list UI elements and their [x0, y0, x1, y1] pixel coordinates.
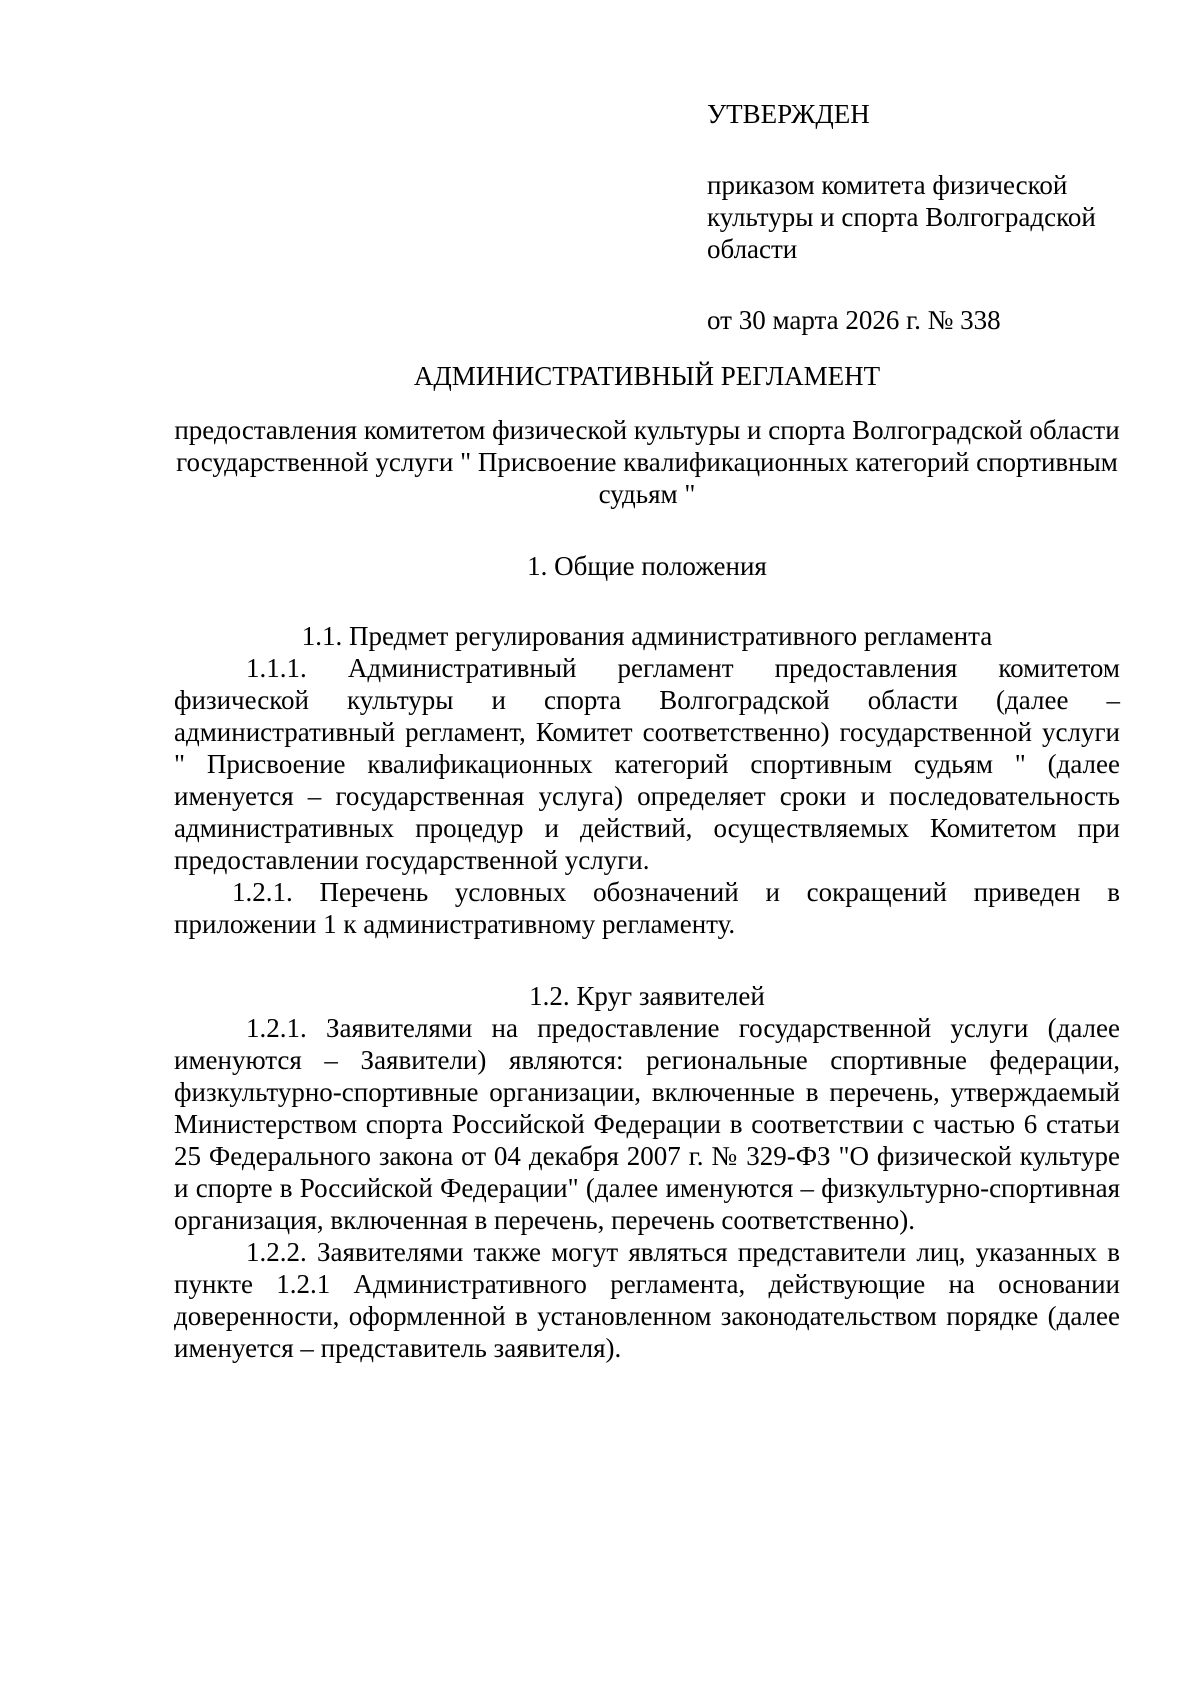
subsection-heading-1-2: 1.2. Круг заявителей: [529, 981, 765, 1011]
approval-heading: УТВЕРЖДЕН: [707, 99, 870, 129]
paragraph-1-1-1: 1.1.1. Административный регламент предоставления комитетом физической культуры и спорта Волгоградской области (далее – административный регламент, Комитет соответственно) государственной услуги " Присвоение квалификационных категорий спортивным судьям " (далее именуется – государственная услуга) определяет сроки и последовательность административных процедур и действий, осуществляемых Комитетом при предоставлении государственной услуги.: [174, 653, 1120, 875]
document-subtitle: предоставления комитетом физической культуры и спорта Волгоградской области государственной услуги " Присвоение квалификационных категорий спортивным судьям ": [174, 415, 1120, 509]
approval-block: [707, 98, 1147, 336]
approval-issued-by: приказом комитета физической культуры и спорта Волгоградской области: [707, 170, 1096, 264]
approval-date-line: от 30 марта 2026 г. № 338: [707, 305, 1001, 335]
section-heading-1: 1. Общие положения: [527, 551, 767, 581]
paragraph-1-2-1: 1.2.1. Заявителями на предоставление государственной услуги (далее именуются – Заявители) являются: региональные спортивные федерации, физкультурно-спортивные организации, включенные в перечень, утверждаемый Министерством спорта Российской Федерации в соответствии с частью 6 статьи 25 Федерального закона от 04 декабря 2007 г. № 329-ФЗ "О физической культуре и спорте в Российской Федерации" (далее именуются – физкультурно-спортивная организация, включенная в перечень, перечень соответственно).: [174, 1013, 1120, 1235]
paragraph-1-2-1-abbrev: 1.2.1. Перечень условных обозначений и сокращений приведен в приложении 1 к административному регламенту.: [174, 877, 1120, 939]
paragraph-1-2-2: 1.2.2. Заявителями также могут являться представители лиц, указанных в пункте 1.2.1 Административного регламента, действующие на основании доверенности, оформленной в установленном законодательством порядке (далее именуется – представитель заявителя).: [174, 1237, 1120, 1363]
document-title: АДМИНИСТРАТИВНЫЙ РЕГЛАМЕНТ: [413, 361, 881, 391]
subsection-heading-1-1: 1.1. Предмет регулирования административного регламента: [301, 621, 993, 651]
document-body: [174, 360, 1120, 1364]
